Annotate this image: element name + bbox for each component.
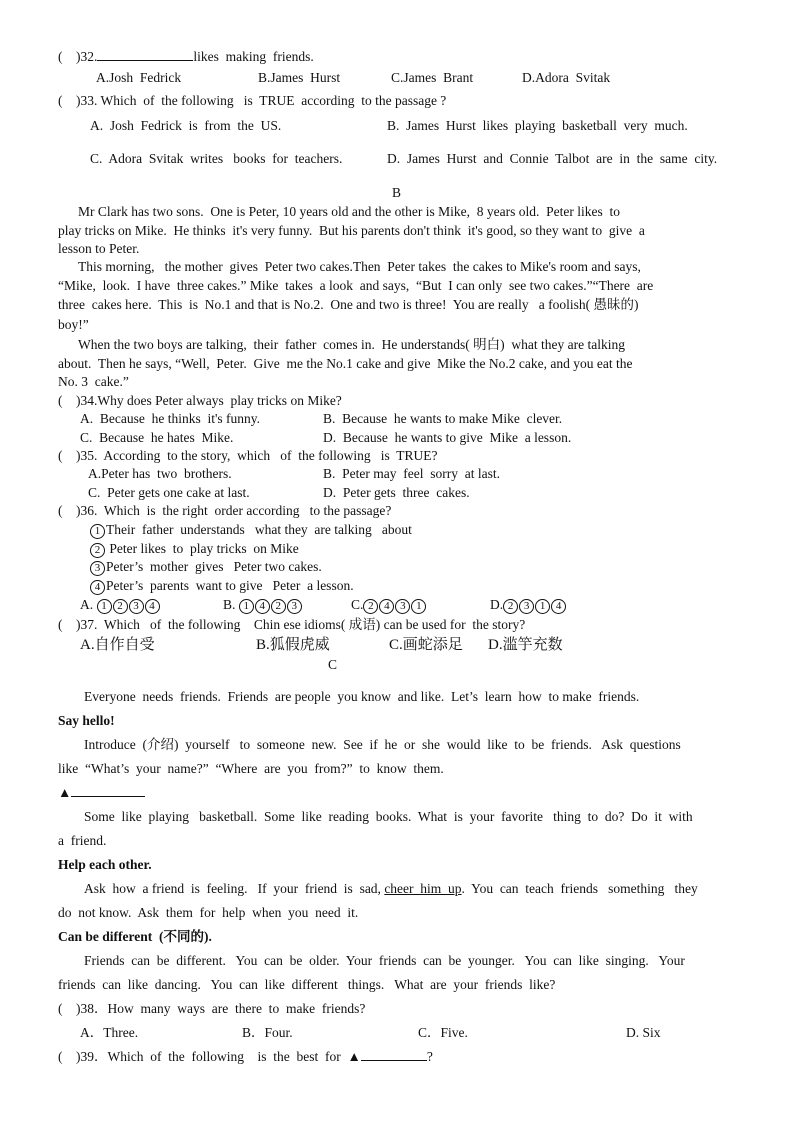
- passage-c-line: do not know. Ask them for help when you need it.: [58, 905, 359, 920]
- q37-stem: ( )37. Which of the following Chin ese idioms( 成语) can be used for the story?: [58, 617, 526, 632]
- passage-c-line: a friend.: [58, 833, 107, 848]
- answer-blank: [361, 1048, 427, 1061]
- subheading-say-hello: Say hello!: [58, 713, 115, 728]
- passage-c-line: friends can like dancing. You can like different things. What are your friends like?: [58, 977, 556, 992]
- q38-stem: ( )38．How many ways are there to make friends?: [58, 1001, 366, 1016]
- q34-option-c: C. Because he hates Mike.: [80, 430, 234, 445]
- q36-option-b: B. 1 4 2 3: [223, 596, 303, 614]
- passage-c-line: like “What’s your name?” “Where are you from?” to know them.: [58, 761, 444, 776]
- passage-b-line: Mr Clark has two sons. One is Peter, 10 years old and the other is Mike, 8 years old. Peter likes to: [78, 204, 620, 219]
- q39-stem: ( )39．Which of the following is the best for ▲ ?: [58, 1049, 433, 1064]
- circled-number: 2: [90, 543, 105, 558]
- passage-b-line: lesson to Peter.: [58, 241, 140, 256]
- q34-option-a: A. Because he thinks it's funny.: [80, 411, 261, 426]
- passage-c-intro: Everyone needs friends. Friends are people you know and like. Let’s learn how to make friends.: [84, 689, 640, 704]
- q37-option-d: D.滥竽充数: [488, 637, 563, 653]
- passage-b-line: play tricks on Mike. He thinks it's very funny. But his parents don't think it's good, so they want to give a: [58, 223, 645, 238]
- q32-option-d: D.Adora Svitak: [522, 70, 611, 85]
- q35-option-d: D. Peter gets three cakes.: [323, 485, 470, 500]
- section-b-heading: B: [391, 185, 401, 200]
- q36-option-a: A. 1 2 3 4: [80, 596, 161, 614]
- passage-c-line: Ask how a friend is feeling. If your friend is sad, cheer him up. You can teach friends something they: [84, 881, 698, 896]
- q35-option-a: A.Peter has two brothers.: [88, 466, 232, 481]
- q36-statement: 2 Peter likes to play tricks on Mike: [90, 540, 299, 558]
- circled-number: 3: [90, 561, 105, 576]
- q32-option-a: A.Josh Fedrick: [96, 70, 182, 85]
- passage-b-line: When the two boys are talking, their father comes in. He understands( 明白) what they are talking: [78, 337, 625, 352]
- q33-stem: ( )33. Which of the following is TRUE according to the passage ?: [58, 93, 447, 108]
- q36-statement: 4 Peter’s parents want to give Peter a lesson.: [90, 577, 354, 595]
- passage-c-line: Friends can be different. You can be older. Your friends can be younger. You can like singing. Your: [84, 953, 685, 968]
- q34-stem: ( )34.Why does Peter always play tricks on Mike?: [58, 393, 342, 408]
- q37-option-a: A.自作自受: [80, 637, 155, 653]
- passage-c-line: Some like playing basketball. Some like reading books. What is your favorite thing to do? Do it with: [84, 809, 693, 824]
- q33-option-a: A. Josh Fedrick is from the US.: [90, 118, 282, 133]
- subheading-can-be-different: Can be different (不同的).: [58, 929, 212, 944]
- q36-statement: 3 Peter’s mother gives Peter two cakes.: [90, 558, 322, 576]
- q37-option-c: C.画蛇添足: [389, 637, 463, 653]
- q35-option-c: C. Peter gets one cake at last.: [88, 485, 250, 500]
- passage-c-line: Introduce (介绍) yourself to someone new. See if he or she would like to be friends. Ask questions: [84, 737, 681, 752]
- q35-stem: ( )35. According to the story, which of the following is TRUE?: [58, 448, 438, 463]
- q38-option-b: B．Four.: [242, 1025, 293, 1040]
- passage-b-line: “Mike, look. I have three cakes.” Mike takes a look and says, “But I can only see two cakes.”“There are: [58, 278, 654, 293]
- circled-number: 1: [90, 524, 105, 539]
- answer-blank: [97, 47, 193, 61]
- q38-option-d: D. Six: [626, 1025, 661, 1040]
- q34-option-b: B. Because he wants to make Mike clever.: [323, 411, 563, 426]
- subheading-help-each-other: Help each other.: [58, 857, 152, 872]
- q38-option-c: C．Five.: [418, 1025, 468, 1040]
- passage-b-line: about. Then he says, “Well, Peter. Give me the No.1 cake and give Mike the No.2 cake, and you eat the: [58, 356, 633, 371]
- passage-b-line: This morning, the mother gives Peter two cakes.Then Peter takes the cakes to Mike's room and says,: [78, 259, 641, 274]
- q35-option-b: B. Peter may feel sorry at last.: [323, 466, 500, 481]
- q36-option-d: D. 2 3 1 4: [490, 596, 567, 614]
- q33-option-d: D. James Hurst and Connie Talbot are in the same city.: [387, 151, 718, 166]
- q32-option-c: C.James Brant: [391, 70, 474, 85]
- q36-option-c: C. 2 4 3 1: [351, 596, 427, 614]
- q32-stem: ( )32. likes making friends.: [58, 49, 314, 64]
- underlined-phrase: cheer him up: [384, 881, 462, 896]
- q33-option-b: B. James Hurst likes playing basketball very much.: [387, 118, 688, 133]
- passage-b-line: boy!”: [58, 317, 89, 332]
- section-c-heading: C: [327, 657, 337, 672]
- q37-option-b: B.狐假虎威: [256, 637, 330, 653]
- passage-b-line: three cakes here. This is No.1 and that is No.2. One and two is three! You are really a foolish( 愚昧的): [58, 297, 639, 312]
- q34-option-d: D. Because he wants to give Mike a lesson.: [323, 430, 572, 445]
- passage-b-line: No. 3 cake.”: [58, 374, 129, 389]
- missing-heading-blank: ▲: [58, 784, 145, 802]
- q32-option-b: B.James Hurst: [258, 70, 341, 85]
- circled-number: 4: [90, 580, 105, 595]
- q36-stem: ( )36. Which is the right order according to the passage?: [58, 503, 392, 518]
- q38-option-a: A．Three.: [80, 1025, 139, 1040]
- q36-statement: 1 Their father understands what they are talking about: [90, 521, 412, 539]
- q33-option-c: C. Adora Svitak writes books for teachers.: [90, 151, 343, 166]
